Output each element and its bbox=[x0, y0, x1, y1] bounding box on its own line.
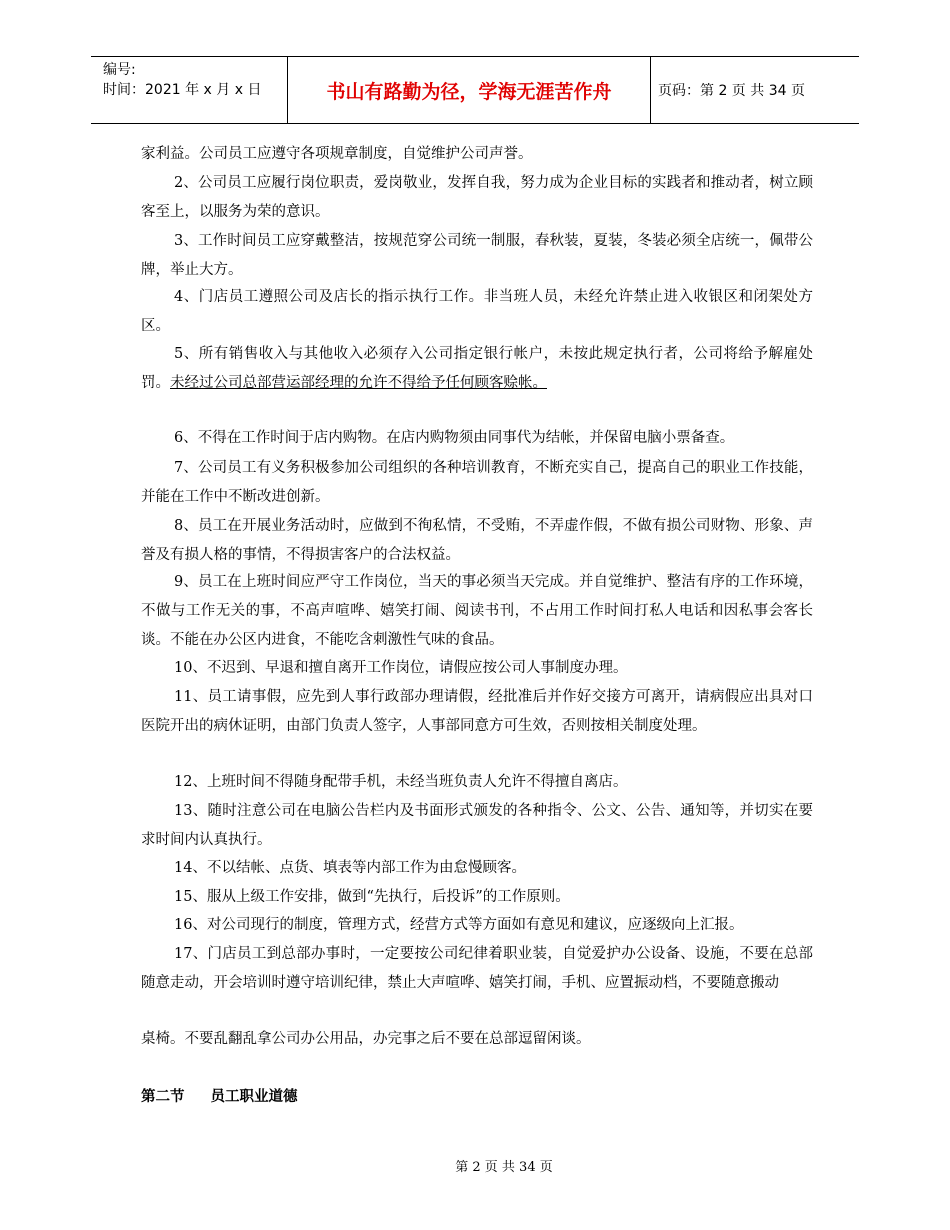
paragraph-item-8: 8、员工在开展业务活动时，应做到不徇私情，不受贿，不弄虚作假，不做有损公司财物、形象、声誉及有损人格的事情，不得损害客户的合法权益。 bbox=[141, 518, 813, 563]
paragraph-item-13: 13、随时注意公司在电脑公告栏内及书面形式颁发的各种指令、公文、公告、通知等，并切实在要求时间内认真执行。 bbox=[141, 803, 813, 848]
page-footer: 第 2 页 共 34 页 bbox=[455, 1160, 553, 1175]
paragraph-item-2: 2、公司员工应履行岗位职责，爱岗敬业，发挥自我，努力成为企业目标的实践者和推动者，树立顾客至上，以服务为荣的意识。 bbox=[141, 175, 813, 220]
paragraph-item-14: 14、不以结帐、点货、填表等内部工作为由怠慢顾客。 bbox=[174, 860, 526, 876]
document-number-label: 编号: bbox=[103, 62, 136, 78]
paragraph-item-4: 4、门店员工遵照公司及店长的指示执行工作。非当班人员，未经允许禁止进入收银区和闭架处方区。 bbox=[141, 289, 813, 334]
paragraph-item-10: 10、不迟到、早退和擅自离开工作岗位，请假应按公司人事制度办理。 bbox=[174, 660, 628, 676]
page-header bbox=[91, 56, 859, 124]
paragraph-item-6: 6、不得在工作时间于店内购物。在店内购物须由同事代为结帐，并保留电脑小票备查。 bbox=[174, 430, 735, 446]
paragraph-item-5-underlined: 未经过公司总部营运部经理的允许不得给予任何顾客赊帐。 bbox=[170, 375, 547, 391]
paragraph-item-17-continuation: 桌椅。不要乱翻乱拿公司办公用品，办完事之后不要在总部逗留闲谈。 bbox=[141, 1031, 591, 1047]
paragraph-item-7: 7、公司员工有义务积极参加公司组织的各种培训教育，不断充实自己，提高自己的职业工作技能，并能在工作中不断改进创新。 bbox=[141, 460, 813, 505]
paragraph-item-5-text: 5、所有销售收入与其他收入必须存入公司指定银行帐户，未按此规定执行者，公司将给予解雇处罚。 bbox=[141, 346, 813, 391]
paragraph-item-9: 9、员工在上班时间应严守工作岗位，当天的事必须当天完成。并自觉维护、整洁有序的工作环境，不做与工作无关的事，不高声喧哗、嬉笑打闹、阅读书刊，不占用工作时间打私人电话和因私事会客长谈。不能在办公区内进食，不能吃含刺激性气味的食品。 bbox=[141, 574, 813, 648]
section-number: 第二节 bbox=[141, 1089, 185, 1105]
section-heading bbox=[141, 1085, 298, 1106]
paragraph-item-12: 12、上班时间不得随身配带手机，未经当班负责人允许不得擅自离店。 bbox=[174, 774, 628, 790]
paragraph-1-continuation: 家利益。公司员工应遵守各项规章制度，自觉维护公司声誉。 bbox=[141, 146, 533, 162]
paragraph-item-11: 11、员工请事假，应先到人事行政部办理请假，经批准后并作好交接方可离开，请病假应出具对口医院开出的病休证明，由部门负责人签字，人事部同意方可生效，否则按相关制度处理。 bbox=[141, 689, 813, 734]
paragraph-item-16: 16、对公司现行的制度，管理方式，经营方式等方面如有意见和建议，应逐级向上汇报。 bbox=[174, 917, 744, 933]
header-meta bbox=[91, 57, 287, 123]
paragraph-item-5 bbox=[141, 340, 813, 398]
paragraph-item-15: 15、服从上级工作安排，做到“先执行，后投诉”的工作原则。 bbox=[174, 889, 570, 905]
paragraph-item-3: 3、工作时间员工应穿戴整洁，按规范穿公司统一制服，春秋装，夏装，冬装必须全店统一，佩带公牌，举止大方。 bbox=[141, 233, 813, 278]
section-title: 员工职业道德 bbox=[210, 1089, 298, 1105]
paragraph-item-17: 17、门店员工到总部办事时，一定要按公司纪律着职业装，自觉爱护办公设备、设施，不要在总部随意走动，开会培训时遵守培训纪律，禁止大声喧哗、嬉笑打闹，手机、应置振动档，不要随意搬动 bbox=[141, 946, 813, 991]
header-motto: 书山有路勤为径，学海无涯苦作舟 bbox=[287, 57, 651, 123]
document-date-label: 时间：2021 年 x 月 x 日 bbox=[103, 82, 262, 98]
header-page-number: 页码：第 2 页 共 34 页 bbox=[658, 83, 805, 99]
